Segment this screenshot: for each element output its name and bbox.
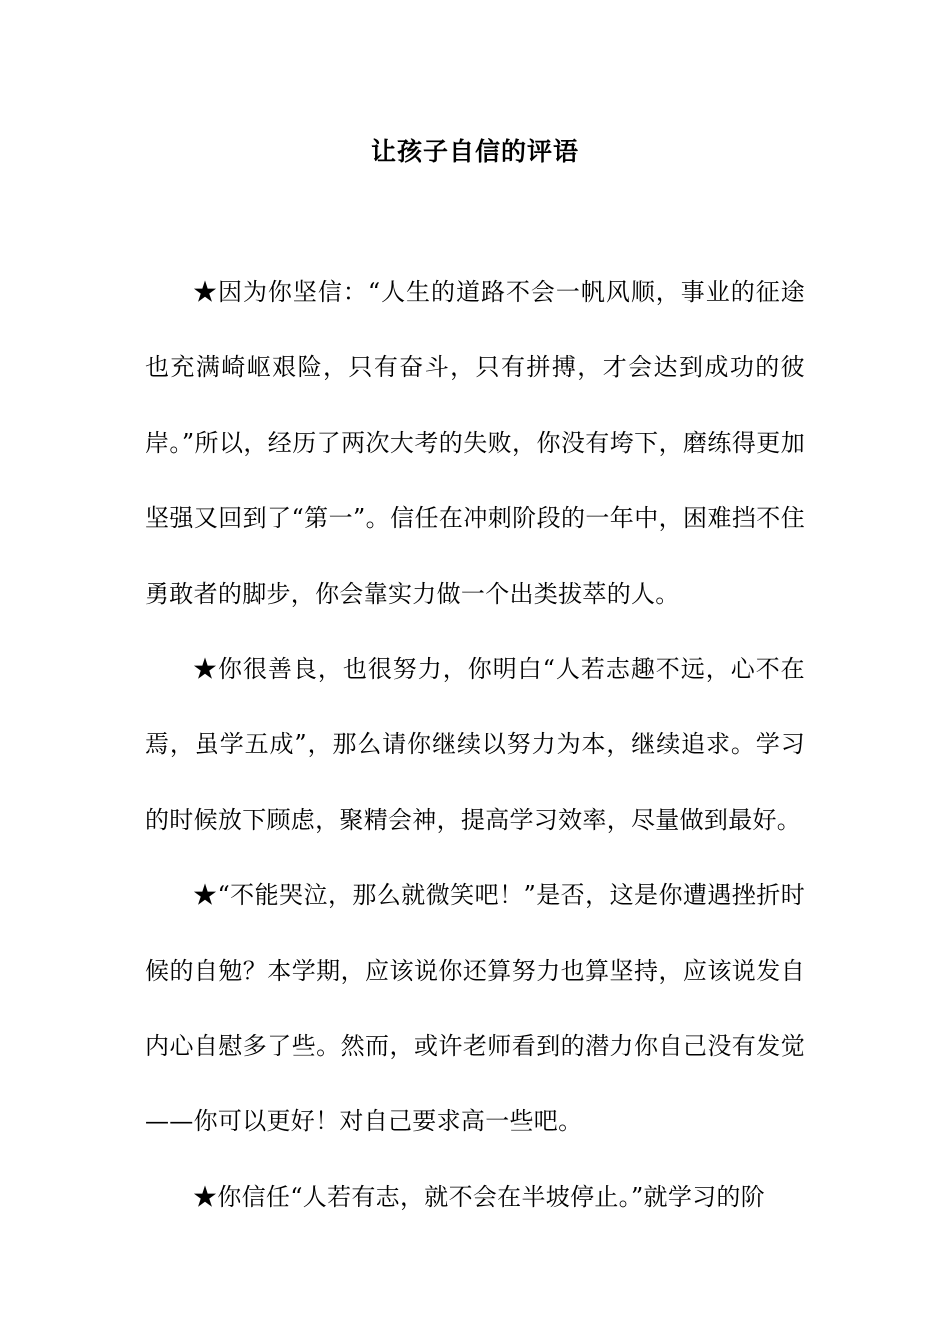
paragraph-2: ★你很善良，也很努力，你明白“人若志趣不远，心不在焉，虽学五成”，那么请你继续以努力为本，继续追求。学习的时候放下顾虑，聚精会神，提高学习效率，尽量做到最好。 bbox=[145, 655, 805, 834]
paragraph-4: ★你信任“人若有志，就不会在半坡停止。”就学习的阶 bbox=[193, 1182, 766, 1211]
document-title: 让孩子自信的评语 bbox=[370, 137, 579, 166]
document-body bbox=[145, 255, 805, 1235]
paragraph-3: ★“不能哭泣，那么就微笑吧！”是否，这是你遭遇挫折时候的自勉？本学期，应该说你还算努力也算坚持，应该说发自内心自慰多了些。然而，或许老师看到的潜力你自己没有发觉——你可以更好！对自己要求高一些吧。 bbox=[145, 881, 805, 1136]
paragraph-1: ★因为你坚信：“人生的道路不会一帆风顺，事业的征途也充满崎岖艰险，只有奋斗，只有拼搏，才会达到成功的彼岸。”所以，经历了两次大考的失败，你没有垮下，磨练得更加坚强又回到了“第一”。信任在冲刺阶段的一年中，困难挡不住勇敢者的脚步，你会靠实力做一个出类拔萃的人。 bbox=[145, 278, 805, 608]
